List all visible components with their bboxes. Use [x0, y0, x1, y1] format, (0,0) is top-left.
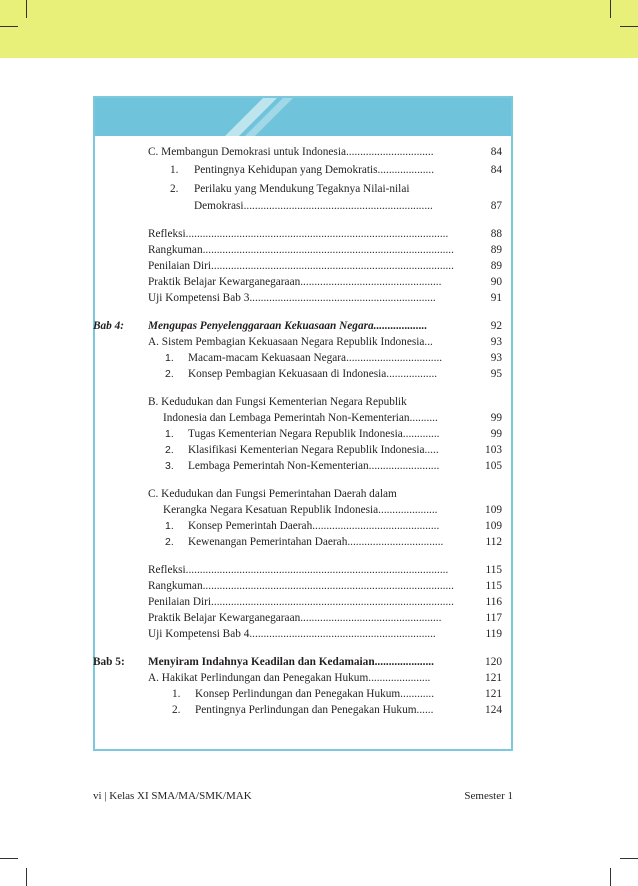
toc-entry-page: 99 [490, 428, 502, 440]
toc-entry[interactable] [0, 458, 638, 474]
toc-entry-number: 1. [165, 352, 174, 364]
toc-entry-page: 92 [490, 320, 502, 332]
toc-frame-header [95, 98, 511, 136]
crop-mark [610, 868, 611, 886]
toc-entry-page: 124 [485, 704, 502, 716]
toc-entry-title: Rangkuman......................................................................................... [148, 244, 454, 256]
toc-entry-number: 3. [165, 460, 174, 472]
crop-mark [26, 868, 27, 886]
toc-entry-title: Refleksi............................................................................................. [148, 228, 449, 240]
toc-entry-title: Pentingnya Kehidupan yang Demokratis.................... [194, 164, 435, 176]
chapter-label: Bab 5: [93, 656, 125, 668]
toc-entry-title: Konsep Pemerintah Daerah............................................. [188, 520, 440, 532]
toc-entry-title: Klasifikasi Kementerian Negara Republik Indonesia..... [188, 444, 439, 456]
toc-entry-number: 2. [165, 536, 174, 548]
toc-entry-page: 91 [490, 292, 502, 304]
toc-entry-title: Uji Kompetensi Bab 4.................................................................. [148, 628, 436, 640]
toc-entry[interactable] [0, 594, 638, 610]
toc-entry-page: 116 [485, 596, 502, 608]
toc-entry-title: C. Kedudukan dan Fungsi Pemerintahan Daerah dalam [148, 488, 397, 500]
toc-entry-title: Praktik Belajar Kewarganegaraan.................................................. [148, 612, 442, 624]
toc-entry-page: 117 [485, 612, 502, 624]
toc-entry-title: Mengupas Penyelenggaraan Kekuasaan Negara................... [148, 320, 428, 332]
crop-mark [0, 26, 18, 27]
toc-entry-title: Uji Kompetensi Bab 3.................................................................. [148, 292, 436, 304]
toc-entry-page: 93 [490, 352, 502, 364]
toc-entry[interactable] [0, 162, 638, 178]
toc-entry-page: 93 [490, 336, 502, 348]
toc-entry-number: 2. [165, 444, 174, 456]
toc-entry[interactable] [0, 258, 638, 274]
toc-entry-title: Macam-macam Kekuasaan Negara.................................. [188, 352, 443, 364]
crop-mark [0, 858, 18, 859]
crop-mark [620, 858, 638, 859]
toc-entry-page: 109 [485, 504, 502, 516]
toc-entry-title: Penilaian Diri...................................................................................... [148, 596, 454, 608]
toc-entry[interactable] [0, 334, 638, 350]
toc-entry-page: 84 [490, 146, 502, 158]
crop-mark [620, 26, 638, 27]
toc-entry[interactable] [0, 626, 638, 642]
toc-entry-title: Kewenangan Pemerintahan Daerah.................................. [188, 536, 444, 548]
toc-entry-title: Perilaku yang Mendukung Tegaknya Nilai-nilai [194, 183, 410, 195]
toc-entry-page: 121 [485, 688, 502, 700]
toc-entry-number: 1. [170, 164, 179, 176]
crop-mark [610, 0, 611, 18]
toc-entry-page: 89 [490, 260, 502, 272]
toc-entry-number: 2. [170, 183, 179, 195]
toc-entry-page: 89 [490, 244, 502, 256]
toc-entry-page: 105 [485, 460, 502, 472]
footer-left: vi | Kelas XI SMA/MA/SMK/MAK [93, 790, 252, 802]
toc-entry-page: 87 [490, 200, 502, 212]
toc-entry[interactable] [0, 394, 638, 410]
toc-entry-page: 115 [485, 564, 502, 576]
toc-entry-page: 99 [490, 412, 502, 424]
toc-entry-page: 95 [490, 368, 502, 380]
toc-entry[interactable] [0, 686, 638, 702]
toc-entry-title: Demokrasi................................................................... [194, 200, 433, 212]
toc-entry[interactable] [0, 702, 638, 718]
toc-entry-page: 90 [490, 276, 502, 288]
toc-entry-title: Penilaian Diri...................................................................................... [148, 260, 454, 272]
chapter-label: Bab 4: [93, 320, 125, 332]
toc-entry-page: 84 [490, 164, 502, 176]
toc-entry[interactable] [0, 426, 638, 442]
toc-entry-page: 115 [485, 580, 502, 592]
toc-entry-title: C. Membangun Demokrasi untuk Indonesia............................... [148, 146, 434, 158]
toc-entry-number: 1. [165, 520, 174, 532]
top-color-band [0, 0, 638, 58]
toc-entry-page: 120 [485, 656, 502, 668]
toc-entry[interactable] [0, 578, 638, 594]
toc-entry-title: Tugas Kementerian Negara Republik Indonesia............. [188, 428, 440, 440]
toc-entry-title: B. Kedudukan dan Fungsi Kementerian Negara Republik [148, 396, 407, 408]
toc-entry[interactable] [0, 562, 638, 578]
toc-entry-number: 1. [165, 428, 174, 440]
toc-entry-title: A. Sistem Pembagian Kekuasaan Negara Republik Indonesia... [148, 336, 433, 348]
toc-entry[interactable] [0, 366, 638, 382]
toc-entry-number: 2. [165, 368, 174, 380]
toc-entry-page: 88 [490, 228, 502, 240]
toc-entry[interactable] [0, 226, 638, 242]
toc-entry[interactable] [0, 610, 638, 626]
toc-entry-title: Kerangka Negara Kesatuan Republik Indonesia..................... [163, 504, 438, 516]
toc-entry[interactable] [0, 486, 638, 502]
toc-entry-title: A. Hakikat Perlindungan dan Penegakan Hukum...................... [148, 672, 431, 684]
toc-entry[interactable] [0, 442, 638, 458]
toc-entry-title: Pentingnya Perlindungan dan Penegakan Hukum...... [195, 704, 434, 716]
toc-entry[interactable] [0, 518, 638, 534]
toc-entry-title: Konsep Perlindungan dan Penegakan Hukum............ [195, 688, 435, 700]
toc-entry[interactable] [0, 502, 638, 518]
toc-entry-page: 103 [485, 444, 502, 456]
toc-entry-title: Konsep Pembagian Kekuasaan di Indonesia.................. [188, 368, 438, 380]
toc-entry[interactable] [0, 350, 638, 366]
toc-entry-title: Lembaga Pemerintah Non-Kementerian......................... [188, 460, 440, 472]
toc-entry[interactable] [0, 274, 638, 290]
toc-entry[interactable] [0, 318, 638, 334]
toc-entry[interactable] [0, 144, 638, 160]
toc-entry-number: 1. [172, 688, 181, 700]
toc-entry-page: 121 [485, 672, 502, 684]
header-stripes-graphic [95, 98, 511, 136]
toc-entry-title: Praktik Belajar Kewarganegaraan.................................................. [148, 276, 442, 288]
toc-entry-title: Refleksi............................................................................................. [148, 564, 449, 576]
toc-entry-number: 2. [172, 704, 181, 716]
toc-entry-page: 112 [485, 536, 502, 548]
toc-entry-title: Menyiram Indahnya Keadilan dan Kedamaian..................... [148, 656, 434, 668]
toc-entry[interactable] [0, 670, 638, 686]
crop-mark [26, 0, 27, 18]
toc-entry[interactable] [0, 654, 638, 670]
toc-entry[interactable] [0, 242, 638, 258]
toc-entry-page: 109 [485, 520, 502, 532]
toc-entry-title: Rangkuman......................................................................................... [148, 580, 454, 592]
toc-entry[interactable] [0, 534, 638, 550]
toc-entry[interactable] [0, 290, 638, 306]
toc-entry[interactable] [0, 410, 638, 426]
toc-entry-title: Indonesia dan Lembaga Pemerintah Non-Kementerian.......... [163, 412, 438, 424]
footer-right: Semester 1 [464, 790, 513, 802]
toc-entry[interactable] [0, 181, 638, 197]
toc-entry-page: 119 [485, 628, 502, 640]
toc-entry[interactable] [0, 198, 638, 214]
